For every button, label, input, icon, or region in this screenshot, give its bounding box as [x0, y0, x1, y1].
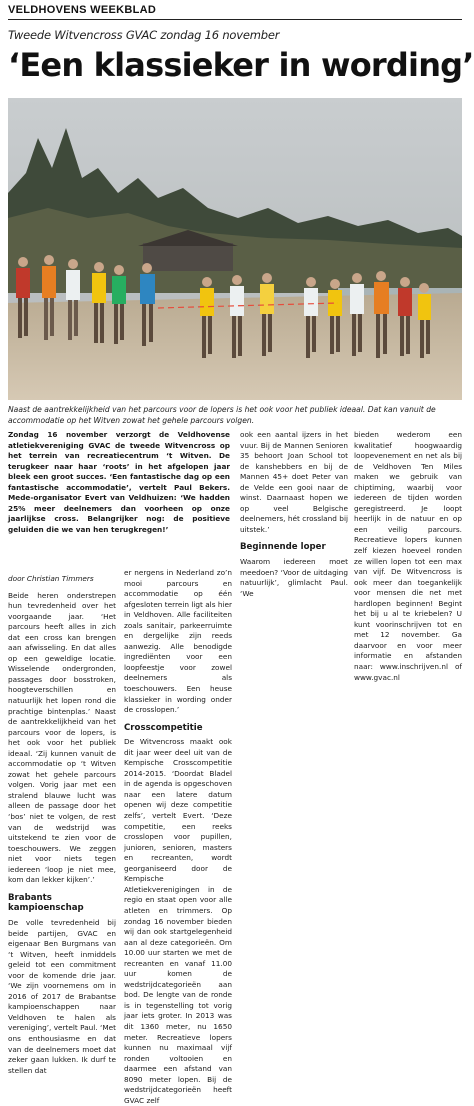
body-paragraph-1: Beide heren onderstrepen hun tevredenheid over het voorgaande jaar. ‘Het parcours heeft alles in zich dat een cross kan brengen aan afwisseling. En dat alles op een geweldige locatie. Wisselende ondergronden, passages door bosstroken, hoogteverschillen en natuurlijk het lopen rond die prachtige bintenplas.’ Naast de aantrekkelijkheid van het parcours voor de lopers, is het ook voor het publiek ideaal. ‘Zij kunnen vanuit de accommodatie op ‘t Witven zowat het gehele parcours volgen. Vorig jaar met een stralend blauwe lucht was alleen de passage door het ‘bos’ niet te volgen, de rest van de wedstrijd was uitstekend te zien voor de toeschouwers. We zeggen niet voor niets tegen iedereen ‘loop je niet mee, kom dan lekker kijken’.’ [8, 590, 116, 885]
body-paragraph-5: ook een aantal ijzers in het vuur. Bij de Mannen Senioren 35 behoort Joan School tot de kanshebbers en bij de Mannen 45+ doet Peter van de Velde een gooi naar de winst. Daarnaast hopen we op veel Belgische deelnemers, hét crossland bij uitstek.’ [240, 430, 348, 534]
race-photo [8, 98, 462, 400]
byline: door Christian Timmers [8, 574, 94, 583]
subheading-beginnende-loper: Beginnende loper [240, 542, 326, 553]
article-column-2 [124, 568, 232, 1106]
article-column-1 [8, 568, 116, 1076]
body-paragraph-3: er nergens in Nederland zo’n mooi parcours en accommodatie op één afgesloten terrein ligt als hier in Veldhoven. Alle faciliteiten zoals sanitair, parkeerruimte en dergelijke zijn reeds aanwezig. Alle benodigde ingrediënten voor een loopfeestje voor zowel deelnemers als toeschouwers. Een heuse klassieker in wording onder de crosslopen.’ [124, 568, 232, 715]
body-paragraph-2: De volle tevredenheid bij beide partijen, GVAC en eigenaar Ben Burgmans van ‘t Witven, heeft inmiddels geleid tot een commitment voor de komende drie jaar. ‘We zijn voornemens om in 2016 of 2017 de Brabantse kampioenschappen naar Veldhoven te halen als vereniging’, vertelt Paul. ‘Met ons enthousiasme en dat van de deelnemers moet dat zeker gaan lukken. Ik durf te stellen dat [8, 917, 116, 1075]
intro-paragraph: Zondag 16 november verzorgt de Veldhovense atletiekvereniging GVAC de tweede Witvencross op het terrein van recreatiecentrum ‘t Witven. De terugkeer naar haar ‘roots’ in het afgelopen jaar bleek een groot succes. ‘Een fantastische dag op een fantastische accommodatie’, vertelt Paul Bekers. Mede-organisator Evert van Veldhuizen: ‘We hadden 25% meer deelnemers dan voorheen op onze jaarlijkse cross. Belangrijker nog: de positieve geluiden die we van hen terugkregen!’ [8, 430, 230, 534]
article-column-4 [354, 430, 462, 683]
photo-caption: Naast de aantrekkelijkheid van het parcours voor de lopers is het ook voor het publiek ideaal. Dat kan vanuit de accommodatie op het Witven zowat het gehele parcours volgen. [8, 405, 436, 425]
masthead: VELDHOVENS WEEKBLAD [8, 4, 462, 20]
subheading-crosscompetitie: Crosscompetitie [124, 722, 203, 733]
body-paragraph-4: De Witvencross maakt ook dit jaar weer deel uit van de Kempische Crosscompetitie 2014-2015. ‘Doordat Bladel in de agenda is opgeschoven naar een latere datum openen wij deze competitie zelfs’, vertelt Evert. ‘Deze competitie, een reeks crosslopen voor pupillen, junioren, senioren, masters en recreanten, wordt georganiseerd door de Kempische Atletiekverenigingen in de regio en staat open voor alle atleten en trimmers. Op zondag 16 november bieden wij dan ook startgelegenheid aan al deze categorieën. Om 10.00 uur starten we met de recreanten en vanaf 11.00 uur komen de wedstrijdcategorieën aan bod. De lengte van de ronde is in tegenstelling tot vorig jaar iets groter. In 2013 was dit 1360 meter, nu 1650 meter. Recreatieve lopers kunnen nu maximaal vijf ronden voltooien en daarmee een afstand van 8090 meter lopen. Bij de wedstrijdcategorieën heeft GVAC zelf [124, 737, 232, 1105]
headline: ‘Een klassieker in wording’ [8, 46, 474, 84]
intro-column [8, 430, 230, 535]
subheading-brabants: Brabants kampioenschap [8, 892, 84, 914]
kicker: Tweede Witvencross GVAC zondag 16 november [8, 28, 280, 42]
body-paragraph-6: Waarom iedereen moet meedoen? ‘Voor de uitdaging natuurlijk’, glimlacht Paul. ‘We [240, 557, 348, 598]
body-paragraph-7: bieden wederom een kwalitatief hoogwaardig loopevenement en net als bij de Veldhoven Ten Miles maken we gebruik van chiptiming, waarbij voor iedereen de tijden worden geregistreerd. Je loopt heerlijk in de natuur en op een veilig parcours. Recreatieve lopers kunnen zelf kiezen hoeveel ronden ze willen lopen tot een max van vijf. De Witvencross is ook meer dan toegankelijk voor mensen die net met hardlopen beginnen! Begint het bij u al te kriebelen? U kunt voorinschrijven tot en met 12 november. Ga daarvoor en voor meer informatie en afstanden naar: www.inschrijven.nl of www.gvac.nl [354, 430, 462, 682]
article-column-3 [240, 430, 348, 599]
